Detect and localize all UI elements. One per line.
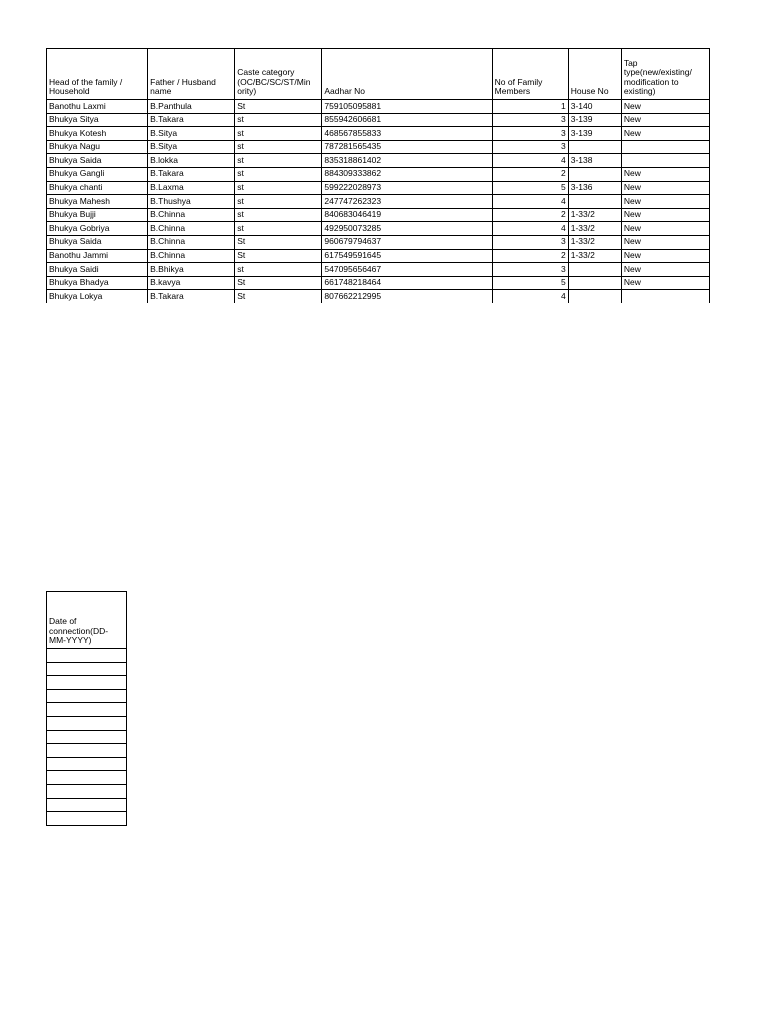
household-table	[46, 48, 710, 303]
cell-head-of-family: Bhukya Saidi	[47, 263, 148, 277]
cell-house-no: 3-138	[568, 154, 621, 168]
cell-family-members: 2	[492, 208, 568, 222]
date-row	[47, 757, 127, 771]
cell-date-of-connection	[47, 689, 127, 703]
cell-family-members: 2	[492, 167, 568, 181]
cell-head-of-family: Banothu Jammi	[47, 249, 148, 263]
cell-house-no: 3-140	[568, 100, 621, 114]
cell-father-husband: B.Thushya	[148, 195, 235, 209]
cell-head-of-family: Bhukya chanti	[47, 181, 148, 195]
cell-house-no: 3-139	[568, 127, 621, 141]
cell-house-no: 3-136	[568, 181, 621, 195]
header-father-husband: Father / Husband name	[148, 49, 235, 100]
table-row	[47, 181, 710, 195]
cell-head-of-family: Bhukya Nagu	[47, 140, 148, 154]
cell-house-no	[568, 276, 621, 290]
date-row	[47, 689, 127, 703]
cell-father-husband: B.Chinna	[148, 249, 235, 263]
cell-caste-category: st	[235, 154, 322, 168]
header-tap-type: Tap type(new/existing/ modification to existing)	[621, 49, 709, 100]
cell-father-husband: B.Laxma	[148, 181, 235, 195]
table-row	[47, 249, 710, 263]
cell-father-husband: B.Bhikya	[148, 263, 235, 277]
cell-date-of-connection	[47, 649, 127, 663]
cell-date-of-connection	[47, 784, 127, 798]
cell-aadhar-no: 492950073285	[322, 222, 492, 236]
cell-date-of-connection	[47, 716, 127, 730]
cell-father-husband: B.Panthula	[148, 100, 235, 114]
cell-caste-category: st	[235, 263, 322, 277]
cell-aadhar-no: 759105095881	[322, 100, 492, 114]
cell-tap-type: New	[621, 235, 709, 249]
cell-date-of-connection	[47, 730, 127, 744]
table-row	[47, 127, 710, 141]
cell-aadhar-no: 547095656467	[322, 263, 492, 277]
cell-head-of-family: Bhukya Saida	[47, 235, 148, 249]
cell-family-members: 4	[492, 195, 568, 209]
cell-father-husband: B.lokka	[148, 154, 235, 168]
cell-tap-type	[621, 290, 709, 304]
header-row	[47, 49, 710, 100]
cell-date-of-connection	[47, 757, 127, 771]
date-row	[47, 812, 127, 826]
cell-tap-type	[621, 140, 709, 154]
date-row	[47, 676, 127, 690]
cell-caste-category: st	[235, 167, 322, 181]
cell-aadhar-no: 468567855833	[322, 127, 492, 141]
cell-house-no	[568, 290, 621, 304]
cell-aadhar-no: 599222028973	[322, 181, 492, 195]
cell-family-members: 4	[492, 222, 568, 236]
header-house-no: House No	[568, 49, 621, 100]
cell-date-of-connection	[47, 771, 127, 785]
cell-tap-type: New	[621, 276, 709, 290]
cell-family-members: 2	[492, 249, 568, 263]
date-of-connection-table	[46, 591, 127, 826]
cell-tap-type: New	[621, 263, 709, 277]
table-row	[47, 195, 710, 209]
cell-family-members: 3	[492, 113, 568, 127]
header-date-of-connection: Date of connection(DD-MM-YYYY)	[47, 592, 127, 649]
header-aadhar-no: Aadhar No	[322, 49, 492, 100]
cell-tap-type: New	[621, 167, 709, 181]
cell-caste-category: st	[235, 181, 322, 195]
cell-tap-type: New	[621, 195, 709, 209]
cell-family-members: 4	[492, 290, 568, 304]
cell-family-members: 5	[492, 276, 568, 290]
cell-house-no: 1-33/2	[568, 249, 621, 263]
cell-father-husband: B.kavya	[148, 276, 235, 290]
date-header-row	[47, 592, 127, 649]
cell-tap-type: New	[621, 100, 709, 114]
date-row	[47, 798, 127, 812]
cell-family-members: 3	[492, 140, 568, 154]
cell-aadhar-no: 787281565435	[322, 140, 492, 154]
cell-caste-category: St	[235, 276, 322, 290]
date-row	[47, 784, 127, 798]
cell-date-of-connection	[47, 744, 127, 758]
table-row	[47, 208, 710, 222]
cell-head-of-family: Bhukya Saida	[47, 154, 148, 168]
cell-family-members: 4	[492, 154, 568, 168]
table-row	[47, 263, 710, 277]
cell-head-of-family: Bhukya Bujji	[47, 208, 148, 222]
cell-caste-category: st	[235, 222, 322, 236]
table-row	[47, 235, 710, 249]
table-row	[47, 222, 710, 236]
cell-family-members: 1	[492, 100, 568, 114]
cell-aadhar-no: 840683046419	[322, 208, 492, 222]
cell-caste-category: St	[235, 235, 322, 249]
table-row	[47, 167, 710, 181]
cell-tap-type: New	[621, 181, 709, 195]
cell-house-no	[568, 195, 621, 209]
table-row	[47, 276, 710, 290]
cell-father-husband: B.Chinna	[148, 222, 235, 236]
cell-head-of-family: Bhukya Lokya	[47, 290, 148, 304]
cell-family-members: 3	[492, 235, 568, 249]
header-family-members: No of Family Members	[492, 49, 568, 100]
date-row	[47, 730, 127, 744]
cell-head-of-family: Banothu Laxmi	[47, 100, 148, 114]
cell-aadhar-no: 247747262323	[322, 195, 492, 209]
cell-father-husband: B.Takara	[148, 290, 235, 304]
cell-family-members: 5	[492, 181, 568, 195]
cell-aadhar-no: 835318861402	[322, 154, 492, 168]
table-row	[47, 113, 710, 127]
header-caste-category: Caste category (OC/BC/SC/ST/Min ority)	[235, 49, 322, 100]
cell-aadhar-no: 661748218464	[322, 276, 492, 290]
cell-tap-type: New	[621, 127, 709, 141]
cell-caste-category: st	[235, 195, 322, 209]
cell-house-no	[568, 140, 621, 154]
cell-caste-category: St	[235, 290, 322, 304]
cell-head-of-family: Bhukya Gangli	[47, 167, 148, 181]
date-row	[47, 662, 127, 676]
cell-house-no	[568, 263, 621, 277]
cell-family-members: 3	[492, 263, 568, 277]
cell-tap-type	[621, 154, 709, 168]
cell-aadhar-no: 855942606681	[322, 113, 492, 127]
cell-tap-type: New	[621, 113, 709, 127]
cell-aadhar-no: 617549591645	[322, 249, 492, 263]
table-row	[47, 154, 710, 168]
cell-date-of-connection	[47, 798, 127, 812]
date-row	[47, 703, 127, 717]
cell-date-of-connection	[47, 703, 127, 717]
cell-father-husband: B.Chinna	[148, 208, 235, 222]
header-head-of-family: Head of the family / Household	[47, 49, 148, 100]
cell-head-of-family: Bhukya Sitya	[47, 113, 148, 127]
cell-tap-type: New	[621, 249, 709, 263]
cell-father-husband: B.Takara	[148, 167, 235, 181]
cell-aadhar-no: 884309333862	[322, 167, 492, 181]
cell-house-no: 1-33/2	[568, 235, 621, 249]
cell-head-of-family: Bhukya Gobriya	[47, 222, 148, 236]
table-row	[47, 140, 710, 154]
cell-caste-category: St	[235, 100, 322, 114]
cell-head-of-family: Bhukya Bhadya	[47, 276, 148, 290]
cell-father-husband: B.Takara	[148, 113, 235, 127]
cell-date-of-connection	[47, 812, 127, 826]
date-row	[47, 716, 127, 730]
date-row	[47, 649, 127, 663]
cell-date-of-connection	[47, 662, 127, 676]
cell-date-of-connection	[47, 676, 127, 690]
cell-caste-category: st	[235, 208, 322, 222]
table-row	[47, 100, 710, 114]
cell-head-of-family: Bhukya Mahesh	[47, 195, 148, 209]
cell-caste-category: st	[235, 127, 322, 141]
cell-tap-type: New	[621, 208, 709, 222]
cell-house-no: 1-33/2	[568, 222, 621, 236]
cell-house-no: 3-139	[568, 113, 621, 127]
table-row	[47, 290, 710, 304]
cell-caste-category: st	[235, 113, 322, 127]
date-row	[47, 744, 127, 758]
cell-caste-category: St	[235, 249, 322, 263]
cell-tap-type: New	[621, 222, 709, 236]
cell-head-of-family: Bhukya Kotesh	[47, 127, 148, 141]
cell-house-no	[568, 167, 621, 181]
cell-father-husband: B.Chinna	[148, 235, 235, 249]
cell-father-husband: B.Sitya	[148, 127, 235, 141]
date-row	[47, 771, 127, 785]
cell-house-no: 1-33/2	[568, 208, 621, 222]
cell-father-husband: B.Sitya	[148, 140, 235, 154]
cell-caste-category: st	[235, 140, 322, 154]
cell-family-members: 3	[492, 127, 568, 141]
cell-aadhar-no: 960679794637	[322, 235, 492, 249]
cell-aadhar-no: 807662212995	[322, 290, 492, 304]
